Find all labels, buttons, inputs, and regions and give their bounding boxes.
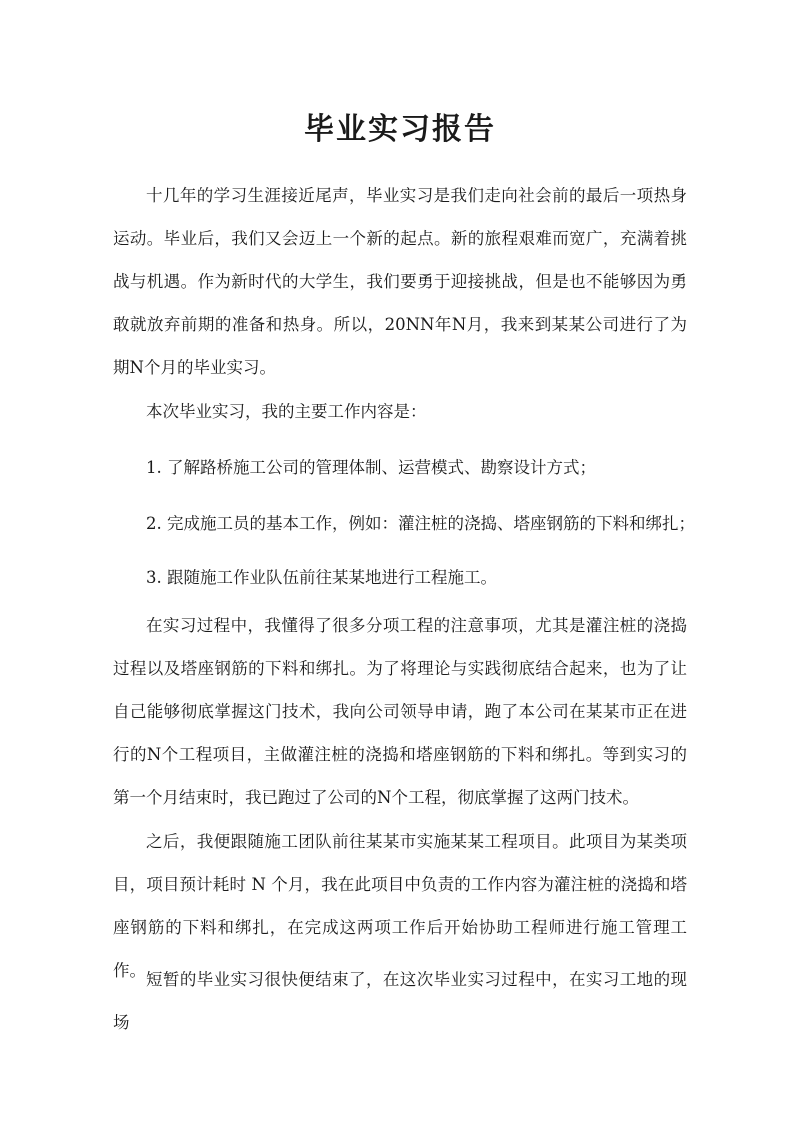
paragraph-intro: 十几年的学习生涯接近尾声，毕业实习是我们走向社会前的最后一项热身运动。毕业后，我们又会迈上一个新的起点。新的旅程艰难而宽广，充满着挑战与机遇。作为新时代的大学生，我们要勇于迎接挑战，但是也不能够因为勇敢就放弃前期的准备和热身。所以，20NN年N月，我来到某某公司进行了为期N个月的毕业实习。 [113, 186, 687, 377]
list-item-1: 1. 了解路桥施工公司的管理体制、运营模式、勘察设计方式； [146, 458, 596, 477]
page-title: 毕业实习报告 [304, 112, 496, 147]
paragraph-work-intro: 本次毕业实习，我的主要工作内容是： [146, 402, 427, 421]
list-item-3: 3. 跟随施工作业队伍前往某某地进行工程施工。 [146, 568, 497, 587]
paragraph-closing: 短暂的毕业实习很快便结束了，在这次毕业实习过程中，在实习工地的现场 [113, 970, 687, 1032]
paragraph-process: 在实习过程中，我懂得了很多分项工程的注意事项，尤其是灌注桩的浇捣过程以及塔座钢筋的下料和绑扎。为了将理论与实践彻底结合起来，也为了让自己能够彻底掌握这门技术，我向公司领导申请，跑了本公司在某某市正在进行的N个工程项目，主做灌注桩的浇捣和塔座钢筋的下料和绑扎。等到实习的第一个月结束时，我已跑过了公司的N个工程，彻底掌握了这两门技术。 [113, 616, 687, 807]
list-item-2: 2. 完成施工员的基本工作，例如：灌注桩的浇捣、塔座钢筋的下料和绑扎； [146, 514, 695, 533]
paragraph-later: 之后，我便跟随施工团队前往某某市实施某某工程项目。此项目为某类项目，项目预计耗时 N 个月，我在此项目中负责的工作内容为灌注桩的浇捣和塔座钢筋的下料和绑扎，在完成这两项工作后开始协助工程师进行施工管理工作。 [113, 832, 687, 980]
